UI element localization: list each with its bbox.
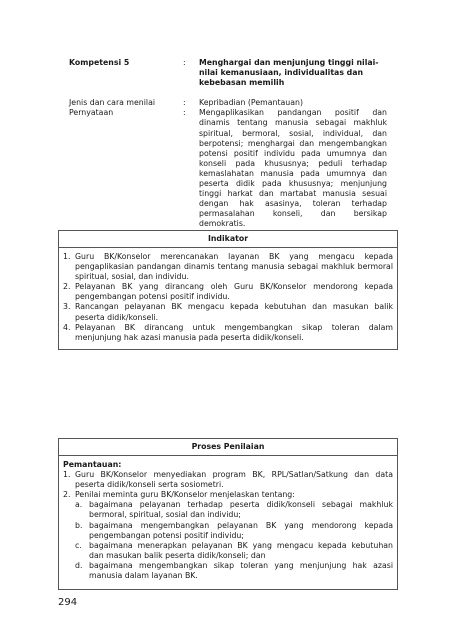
sub-list-item <box>63 541 393 561</box>
sub-list-item <box>63 521 393 541</box>
indikator-box <box>58 230 398 350</box>
kompetensi-row <box>69 58 387 88</box>
item-number: 3. <box>63 302 71 312</box>
sub-item-text: bagaimana mengembangkan pelayanan BK yang mendorong kepada pengembangan potensi positif individu; <box>89 520 393 540</box>
pernyataan-label: Pernyataan <box>69 108 114 118</box>
list-item <box>63 490 393 500</box>
item-number: 1. <box>63 252 71 261</box>
sub-item-text: bagaimana mengembangkan sikap toleran yang menjunjung hak azasi manusia dalam layanan BK. <box>89 560 393 581</box>
sub-list-item <box>63 561 393 581</box>
colon: : <box>183 108 186 118</box>
kompetensi-value: Menghargai dan menjunjung tinggi nilai-nilai kemanusiaan, individualitas dan kebebasan memilih <box>199 58 379 88</box>
item-number: 2. <box>63 490 71 500</box>
list-item <box>63 323 393 343</box>
item-text: Rancangan pelayanan BK mengacu kepada kebutuhan dan masukan balik peserta didik/konseli. <box>75 302 393 322</box>
proses-box <box>58 438 398 590</box>
sub-item-letter: b. <box>75 520 83 530</box>
item-text: Guru BK/Konselor merencanakan layanan BK yang mengacu kepada pengaplikasian pandangan dinamis tentang manusia sebagai makhluk bermoral spiritual, sosial, dan individu. <box>75 252 393 282</box>
list-item <box>63 470 393 490</box>
sub-list-item <box>63 500 393 520</box>
pernyataan-value: Mengaplikasikan pandangan positif dan dinamis tentang manusia sebagai makhluk spiritual, bermoral, sosial, individual, dan berpotensi; menghargai dan mengembangkan potensi positif individu pada umumnya dan konseli pada khususnya; peduli terhadap kemaslahatan manusia pada umumnya dan peserta didik pada khususnya; menjunjung tinggi harkat dan martabat manusia sesuai dengan hak asasinya, toleran terhadap permasalahan konseli, dan bersikap demokratis. <box>199 108 387 229</box>
jenis-value: Kepribadian (Pemantauan) <box>199 98 303 108</box>
list-item <box>63 252 393 282</box>
list-item <box>63 302 393 322</box>
sub-item-text: bagaimana menerapkan pelayanan BK yang mengacu kepada kebutuhan dan masukan balik peserta didik/konseli; dan <box>89 540 393 560</box>
item-number: 2. <box>63 282 71 292</box>
kompetensi-label: Kompetensi 5 <box>69 58 130 67</box>
item-text: Pelayanan BK dirancang untuk mengembangkan sikap toleran dalam menjunjung hak azasi manusia pada peserta didik/konseli. <box>75 322 393 342</box>
item-text: Penilai meminta guru BK/Konselor menjelaskan tentang: <box>75 490 295 500</box>
list-item <box>63 282 393 302</box>
sub-item-text: bagaimana pelayanan terhadap peserta didik/konseli sebagai makhluk bermoral, spiritual, sosial dan individu; <box>89 500 393 520</box>
item-text: Pelayanan BK yang dirancang oleh Guru BK/Konselor mendorong kepada pengembangan potensi positif individu. <box>75 282 393 302</box>
proses-list <box>59 460 397 589</box>
item-number: 4. <box>63 322 71 332</box>
indikator-title: Indikator <box>59 231 397 248</box>
sub-item-letter: c. <box>75 540 82 550</box>
colon: : <box>183 58 186 67</box>
sub-item-letter: a. <box>75 500 83 510</box>
page-number: 294 <box>58 597 78 608</box>
pernyataan-row <box>69 108 387 229</box>
pemantauan-subtitle: Pemantauan: <box>63 460 122 469</box>
item-number: 1. <box>63 470 71 480</box>
jenis-row <box>69 98 387 108</box>
sub-item-letter: d. <box>75 560 83 570</box>
colon: : <box>183 98 186 108</box>
competency-info <box>69 58 387 230</box>
jenis-label: Jenis dan cara menilai <box>69 98 156 108</box>
indikator-list <box>59 252 397 349</box>
item-text: Guru BK/Konselor menyediakan program BK, RPL/Satlan/Satkung dan data peserta didik/konseli serta sosiometri. <box>75 470 393 490</box>
proses-title: Proses Penilaian <box>59 439 397 456</box>
